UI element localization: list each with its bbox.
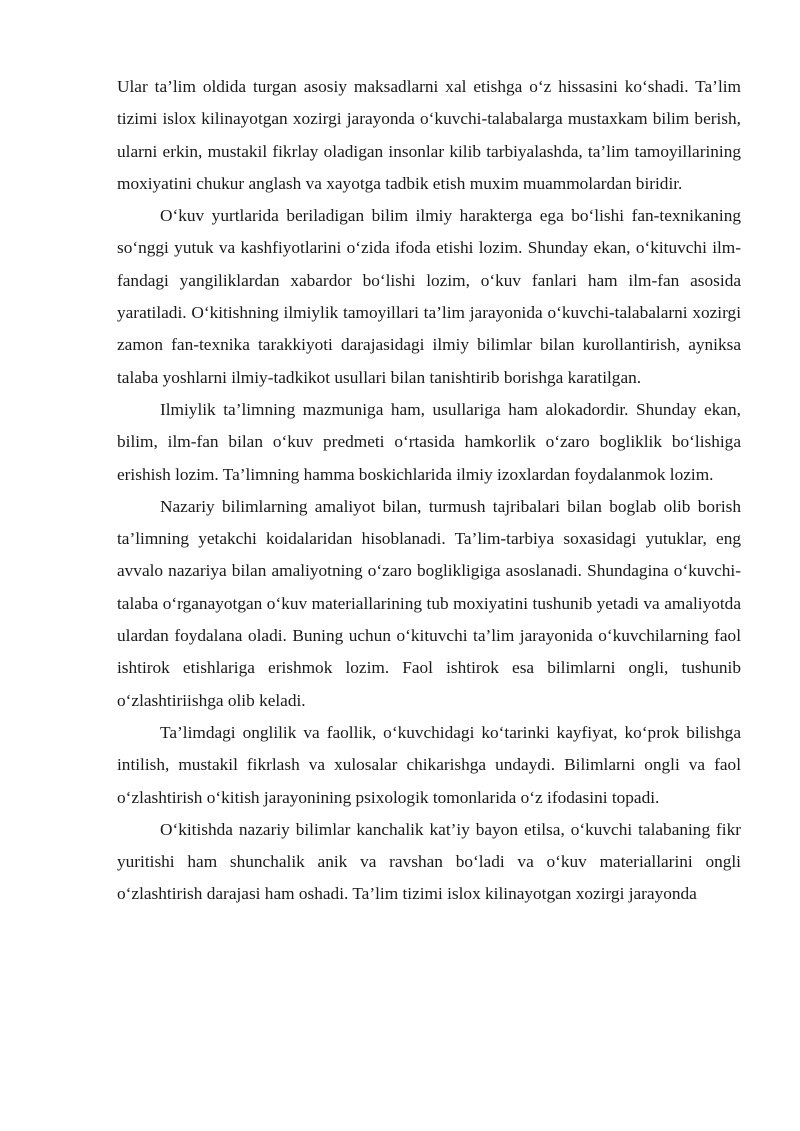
paragraph-3: Ilmiylik ta’limning mazmuniga ham, usullariga ham alokadordir. Shunday ekan, bilim, ilm-fan bilan o‘kuv predmeti o‘rtasida hamkorlik o‘zaro bogliklik bo‘lishiga erishish lozim. Ta’limning hamma boskichlarida ilmiy izoxlardan foydalanmok lozim. [117, 399, 741, 484]
paragraph-5: Ta’limdagi onglilik va faollik, o‘kuvchidagi ko‘tarinki kayfiyat, ko‘prok bilishga intilish, mustakil fikrlash va xulosalar chikarishga undaydi. Bilimlarni ongli va faol o‘zlashtirish o‘kitish jarayonining psixologik tomonlarida o‘z ifodasini topadi. [117, 722, 741, 807]
paragraph-4: Nazariy bilimlarning amaliyot bilan, turmush tajribalari bilan boglab olib borish ta’limning yetakchi koidalaridan hisoblanadi. Ta’lim-tarbiya soxasidagi yutuklar, eng avvalo nazariya bilan amaliyotning o‘zaro boglikligiga asoslanadi. Shundagina o‘kuvchi-talaba o‘rganayotgan o‘kuv materiallarining tub moxiyatini tushunib yetadi va amaliyotda ulardan foydalana oladi. Buning uchun o‘kituvchi ta’lim jarayonida o‘kuvchilarning faol ishtirok etishlariga erishmok lozim. Faol ishtirok esa bilimlarni ongli, tushunib o‘zlashtiriishga olib keladi. [117, 496, 741, 710]
paragraph-1: Ular ta’lim oldida turgan asosiy maksadlarni xal etishga o‘z hissasini ko‘shadi. Ta’lim tizimi islox kilinayotgan xozirgi jarayonda o‘kuvchi-talabalarga mustaxkam bilim berish, ularni erkin, mustakil fikrlay oladigan insonlar kilib tarbiyalashda, ta’lim tamoyillarining moxiyatini chukur anglash va xayotga tadbik etish muxim muammolardan biridir. [117, 77, 741, 193]
paragraph-6: O‘kitishda nazariy bilimlar kanchalik kat’iy bayon etilsa, o‘kuvchi talabaning fikr yuritishi ham shunchalik anik va ravshan bo‘ladi va o‘kuv materiallarini ongli o‘zlashtirish darajasi ham oshadi. Ta’lim tizimi islox kilinayotgan xozirgi jarayonda [117, 819, 741, 904]
document-body [117, 71, 741, 911]
paragraph-2: O‘kuv yurtlarida beriladigan bilim ilmiy harakterga ega bo‘lishi fan-texnikaning so‘nggi yutuk va kashfiyotlarini o‘zida ifoda etishi lozim. Shunday ekan, o‘kituvchi ilm-fandagi yangiliklardan xabardor bo‘lishi lozim, o‘kuv fanlari ham ilm-fan asosida yaratiladi. O‘kitishning ilmiylik tamoyillari ta’lim jarayonida o‘kuvchi-talabalarni xozirgi zamon fan-texnika tarakkiyoti darajasidagi ilmiy bilimlar bilan kurollantirish, ayniksa talaba yoshlarni ilmiy-tadkikot usullari bilan tanishtirib borishga karatilgan. [117, 206, 741, 387]
